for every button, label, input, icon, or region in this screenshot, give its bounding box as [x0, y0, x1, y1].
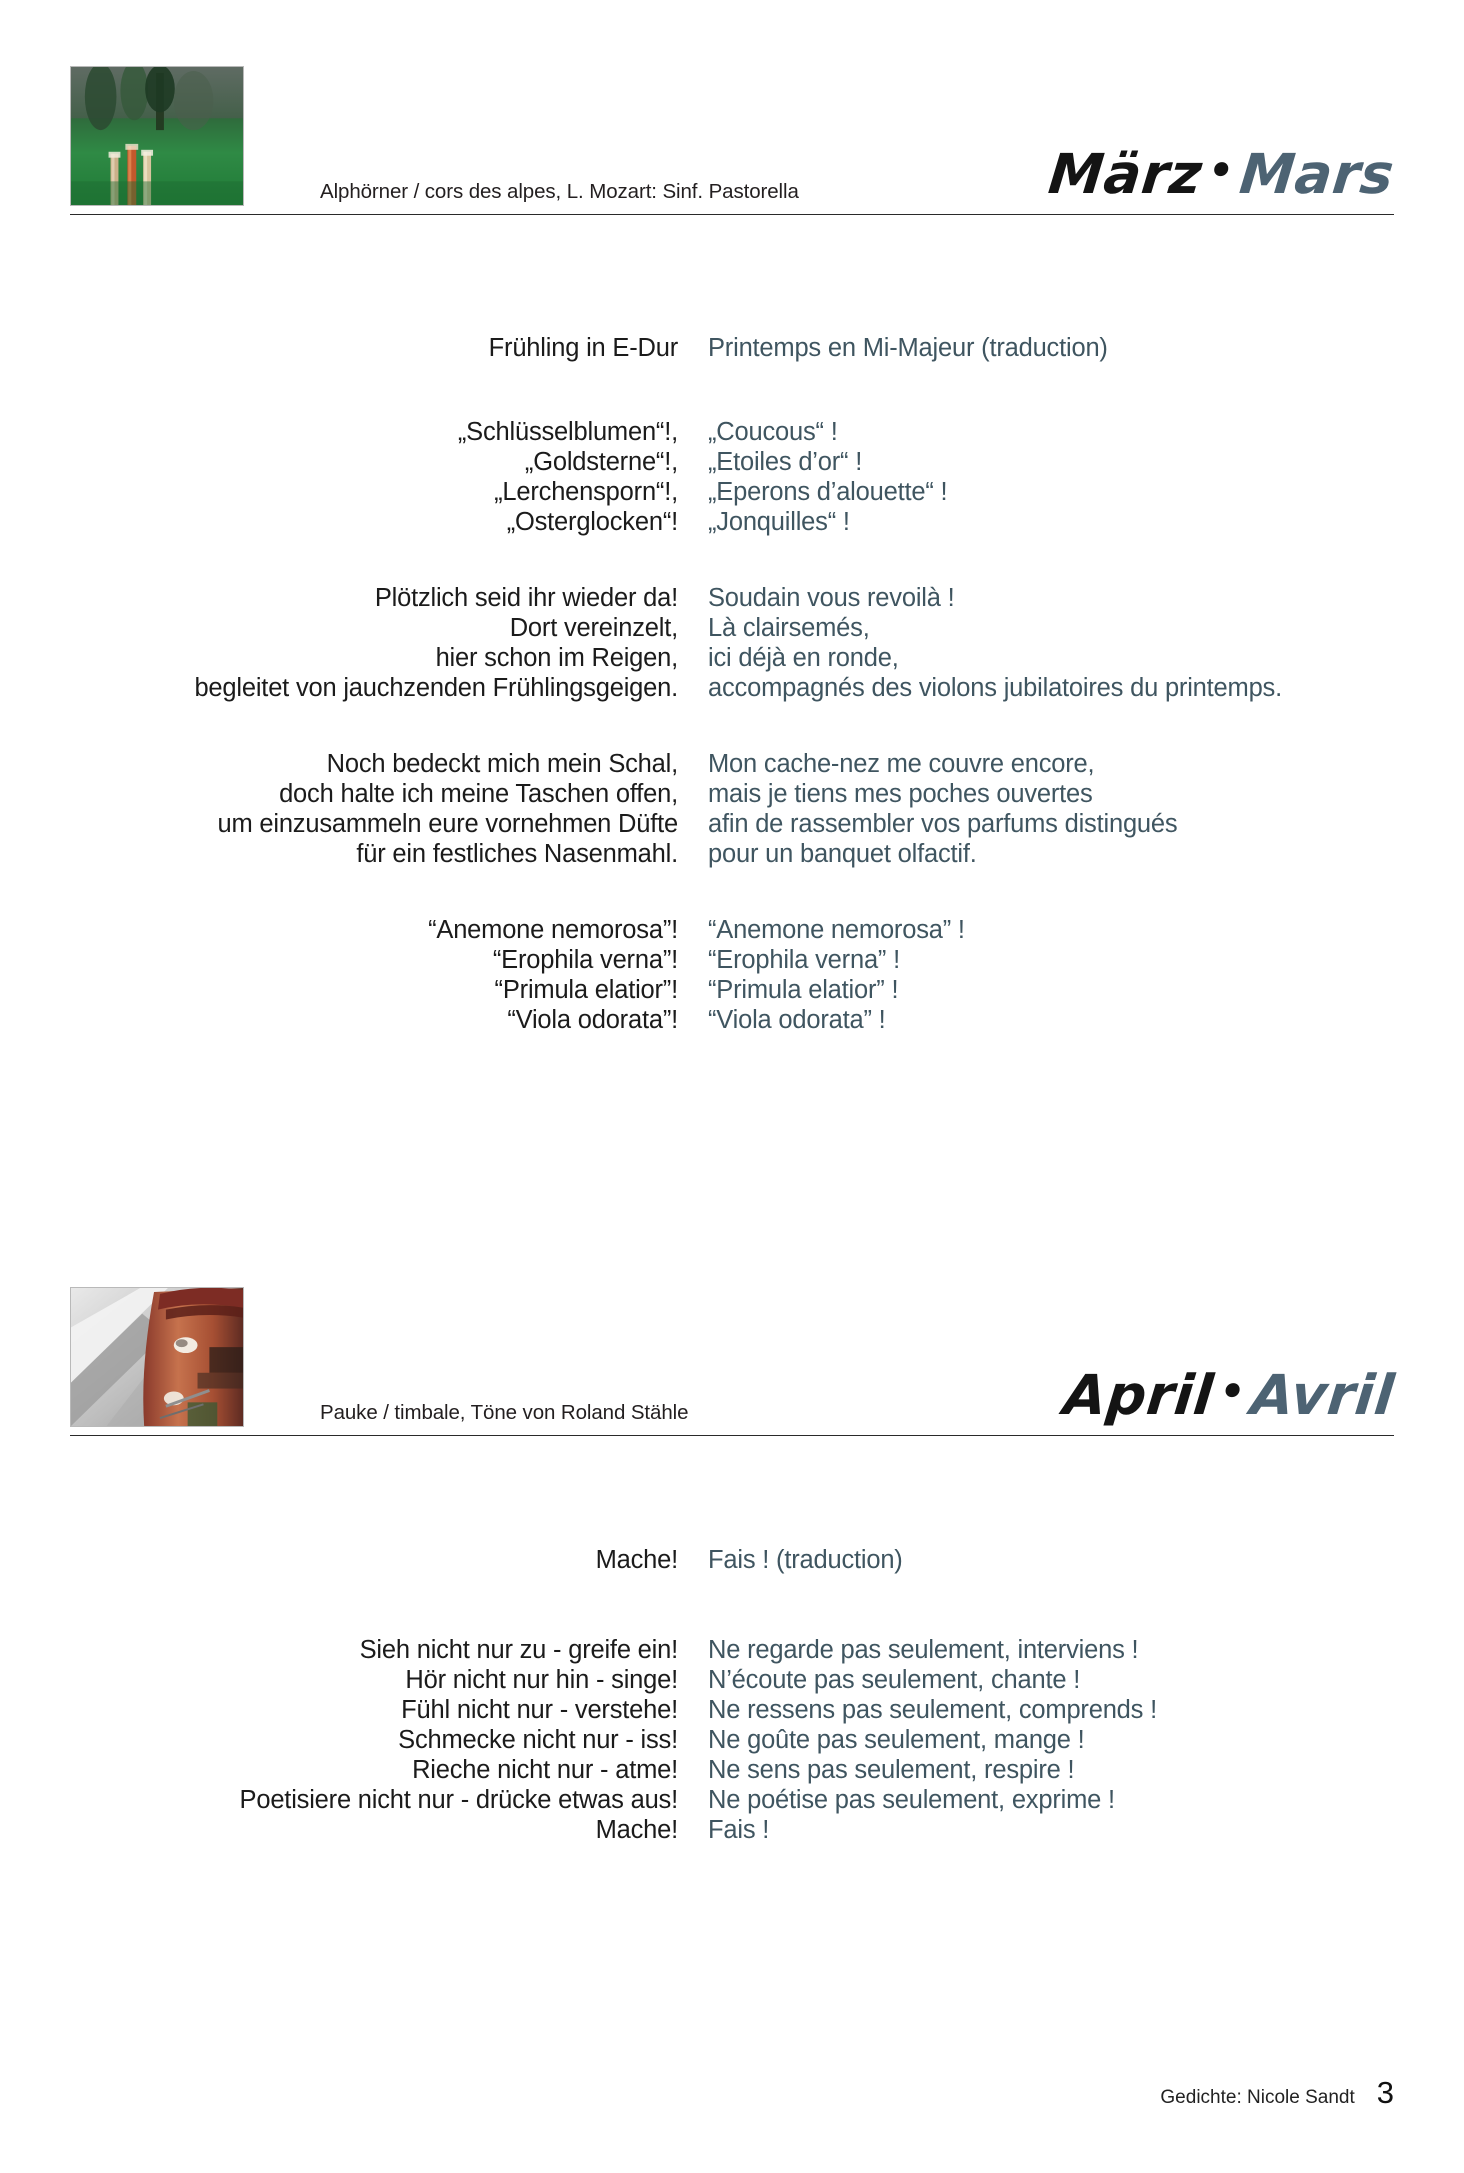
timpani-photo-graphic — [71, 1288, 243, 1426]
spacer — [70, 537, 1394, 583]
poem-line — [70, 839, 1394, 869]
poem-line — [70, 447, 1394, 477]
month-title-french: Avril — [1247, 1363, 1398, 1427]
poem-line-french: Ne sens pas seulement, respire ! — [708, 1756, 1075, 1784]
poem-title-german: Mache! — [595, 1546, 678, 1574]
poem-line-german: Dort vereinzelt, — [509, 614, 678, 642]
poem-line — [70, 1665, 1394, 1695]
poem-line-german: “Erophila verna”! — [492, 946, 678, 974]
poem-line-german: “Anemone nemorosa”! — [428, 916, 678, 944]
poem-line-french: “Primula elatior” ! — [708, 976, 899, 1004]
poem-line-german: „Osterglocken“! — [506, 508, 678, 536]
poem-line — [70, 477, 1394, 507]
stanza-2 — [70, 583, 1394, 703]
poem-title-line — [70, 1545, 1394, 1575]
month-header-april — [70, 1255, 1398, 1435]
poem-title-german: Frühling in E-Dur — [488, 334, 678, 362]
poem-line-french: Fais ! — [708, 1816, 770, 1844]
poem-line — [70, 673, 1394, 703]
poem-line-german: Fühl nicht nur - verstehe! — [401, 1696, 678, 1724]
poem-line-french: ici déjà en ronde, — [708, 644, 899, 672]
poem-line — [70, 613, 1394, 643]
poem-line-french: Soudain vous revoilà ! — [708, 584, 955, 612]
poem-line-french: accompagnés des violons jubilatoires du printemps. — [708, 674, 1282, 702]
poem-line — [70, 749, 1394, 779]
poem-line — [70, 945, 1394, 975]
poem-line — [70, 417, 1394, 447]
header-rule-april — [70, 1435, 1394, 1436]
month-title-separator: • — [1206, 148, 1238, 194]
alphorn-photo — [70, 66, 244, 206]
poem-line — [70, 1635, 1394, 1665]
poem-line-french: N’écoute pas seulement, chante ! — [708, 1666, 1081, 1694]
page-number: 3 — [1376, 2075, 1394, 2110]
poem-title-line — [70, 333, 1394, 363]
header-row — [70, 34, 1398, 214]
poem-line-german: Hör nicht nur hin - singe! — [405, 1666, 678, 1694]
poem-title-french: Fais ! (traduction) — [708, 1546, 903, 1574]
month-title-separator: • — [1217, 1369, 1248, 1415]
poem-line-french: Mon cache-nez me couvre encore, — [708, 750, 1095, 778]
poem-line-french: „Etoiles d’or“ ! — [708, 448, 863, 476]
poem-line-french: pour un banquet olfactif. — [708, 840, 977, 868]
poem-line-french: „Jonquilles“ ! — [708, 508, 850, 536]
poem-april — [70, 1545, 1394, 1845]
poem-line — [70, 643, 1394, 673]
poem-line — [70, 583, 1394, 613]
poem-title-row — [70, 1545, 1394, 1575]
poem-line-german: „Schlüsselblumen“!, — [457, 418, 678, 446]
poem-line-french: “Erophila verna” ! — [708, 946, 900, 974]
poem-line-german: Noch bedeckt mich mein Schal, — [326, 750, 678, 778]
poem-line — [70, 507, 1394, 537]
poem-line — [70, 1785, 1394, 1815]
spacer — [70, 703, 1394, 749]
poem-line-french: Là clairsemés, — [708, 614, 870, 642]
month-title-april — [1061, 1363, 1398, 1427]
page-footer — [1160, 2075, 1394, 2111]
poem-line-french: afin de rassembler vos parfums distingués — [708, 810, 1178, 838]
poem-line-german: Poetisiere nicht nur - drücke etwas aus! — [239, 1786, 678, 1814]
spacer — [70, 1575, 1394, 1635]
poem-line — [70, 915, 1394, 945]
poem-maerz — [70, 333, 1394, 1035]
poem-line-german: um einzusammeln eure vornehmen Düfte — [217, 810, 678, 838]
poem-line-german: Rieche nicht nur - atme! — [412, 1756, 678, 1784]
poem-title-row — [70, 333, 1394, 363]
poem-line-german: “Viola odorata”! — [507, 1006, 678, 1034]
poem-line-german: Plötzlich seid ihr wieder da! — [374, 584, 678, 612]
poem-line-german: begleitet von jauchzenden Frühlingsgeigen. — [194, 674, 678, 702]
header-row — [70, 1255, 1398, 1435]
poem-line-french: „Coucous“ ! — [708, 418, 838, 446]
month-title-german: März — [1045, 142, 1206, 206]
poem-line-french: Ne goûte pas seulement, mange ! — [708, 1726, 1085, 1754]
timpani-photo — [70, 1287, 244, 1427]
month-header-maerz — [70, 34, 1398, 214]
poem-line-french: “Viola odorata” ! — [708, 1006, 886, 1034]
poem-line-french: mais je tiens mes poches ouvertes — [708, 780, 1093, 808]
poem-line — [70, 809, 1394, 839]
header-caption: Alphörner / cors des alpes, L. Mozart: Sinf. Pastorella — [320, 180, 799, 203]
poem-line — [70, 1755, 1394, 1785]
poem-line-german: „Goldsterne“!, — [524, 448, 678, 476]
poem-line-german: Schmecke nicht nur - iss! — [398, 1726, 678, 1754]
poem-line-german: hier schon im Reigen, — [435, 644, 678, 672]
poem-line — [70, 975, 1394, 1005]
poem-line-german: doch halte ich meine Taschen offen, — [279, 780, 678, 808]
spacer — [70, 869, 1394, 915]
poem-line-french: Ne ressens pas seulement, comprends ! — [708, 1696, 1157, 1724]
poem-line — [70, 1005, 1394, 1035]
poem-line-french: Ne regarde pas seulement, interviens ! — [708, 1636, 1139, 1664]
stanza-4 — [70, 915, 1394, 1035]
header-caption: Pauke / timbale, Töne von Roland Stähle — [320, 1401, 689, 1424]
poem-line — [70, 1815, 1394, 1845]
spacer — [70, 363, 1394, 417]
month-title-maerz — [1046, 142, 1398, 206]
poem-line-french: „Eperons d’alouette“ ! — [708, 478, 948, 506]
poem-line — [70, 1725, 1394, 1755]
poem-line-german: Sieh nicht nur zu - greife ein! — [359, 1636, 678, 1664]
stanza-1 — [70, 417, 1394, 537]
header-rule-maerz — [70, 214, 1394, 215]
footer-credit: Gedichte: Nicole Sandt — [1160, 2087, 1355, 2108]
month-title-german: April — [1060, 1363, 1217, 1427]
stanza-3 — [70, 749, 1394, 869]
poem-line — [70, 779, 1394, 809]
month-title-french: Mars — [1236, 142, 1398, 206]
stanza-1 — [70, 1635, 1394, 1845]
poem-title-french: Printemps en Mi-Majeur (traduction) — [708, 334, 1108, 362]
poem-line-german: „Lerchensporn“!, — [494, 478, 678, 506]
alphorn-photo-graphic — [71, 67, 243, 205]
poem-line-german: “Primula elatior”! — [494, 976, 678, 1004]
poem-line-german: für ein festliches Nasenmahl. — [356, 840, 678, 868]
poem-line-french: Ne poétise pas seulement, exprime ! — [708, 1786, 1115, 1814]
poem-line — [70, 1695, 1394, 1725]
poem-line-german: Mache! — [595, 1816, 678, 1844]
poem-line-french: “Anemone nemorosa” ! — [708, 916, 965, 944]
